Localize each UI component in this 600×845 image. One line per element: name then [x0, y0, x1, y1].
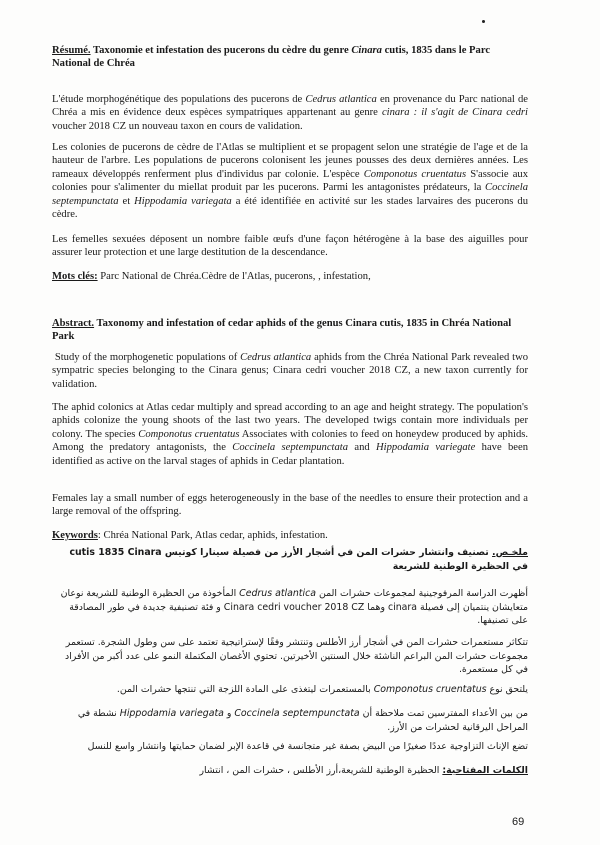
- arabic-heading: ملخـص. تصنيف وانتشار حشرات المن في أشجار الأرز من فصيلة سينارا كوتيس cutis 1835 Cinara في الحظيرة الوطنية للشريعة: [69, 547, 528, 572]
- abstract-paragraph-1: Study of the morphogenetic populations of Cedrus atlantica aphids from the Chréa National Park revealed two sympatric species belonging to the Cinara genus; Cinara cedri voucher 2018 CZ, a new taxon currently for validation.: [52, 352, 529, 390]
- arabic-paragraph-5: تضع الإناث التزاوجية عددًا صغيرًا من البيض بصفة غير متجانسة في قاعدة الإبر لضمان حمايتها وانتشار واسع للنسل: [87, 741, 528, 752]
- arabic-paragraph-1: أظهرت الدراسة المرفوجينية لمجموعات حشرات المن Cedrus atlantica المأخوذة من الحظيرة الوطنية للشريعة نوعان متعايشان ينتميان إلى فصيلة cinara وهما Cinara cedri voucher 2018 CZ و فئة تصنيفية جديدة في طور المصادقة على تصنيفها.: [60, 588, 528, 627]
- resume-paragraph-3: Les femelles sexuées déposent un nombre faible œufs d'une façon hétérogène à la base des aiguilles pour assurer leur protection et une large destitution de la descendance.: [52, 234, 528, 259]
- abstract-paragraph-2: The aphid colonics at Atlas cedar multiply and spread according to an age and height strategy. The population's aphids colonize the young shoots of the last two years. The developed twigs contain more individuals per colony. The species Componotus cruentatus Associates with colonies to feed on honeydew produced by aphids. Among the predatory antagonists, the Coccinela septempunctata and Hippodamia variegate have been identified as active on the larval stages of aphids in Cedar plantation.: [52, 402, 529, 467]
- resume-paragraph-1: L'étude morphogénétique des populations des pucerons de Cedrus atlantica en provenance du Parc national de Chréa a mis en évidence deux espèces sympatriques appartenant au genre cinara : il s'agit de Cinara cedri voucher 2018 CZ un nouveau taxon en cours de validation.: [52, 94, 529, 132]
- arabic-keywords: الكلمات المفتاحية: الحظيرة الوطنية للشريعة،أرز الأطلس ، حشرات المن ، انتشار: [199, 765, 528, 776]
- page-number: 69: [512, 816, 525, 828]
- keywords: Keywords: Chréa National Park, Atlas cedar, aphids, infestation.: [52, 530, 328, 541]
- mots-cles: Mots clés: Parc National de Chréa.Cèdre de l'Atlas, pucerons, , infestation,: [52, 271, 371, 282]
- resume-paragraph-2: Les colonies de pucerons de cèdre de l'Atlas se multiplient et se propagent selon une stratégie de l'age et de la hauteur de l'arbre. Les populations de pucerons colonisent les jeunes pousses des deux dernières années. Les rameaux développés renferment plus d'individus par colonie. L'espèce Componotus cruentatus S'associe aux colonies pour s'alimenter du miellat produit par les pucerons. Parmi les antagonistes prédateurs, la Coccinela septempunctata et Hippodamia variegata a été identifiée en activité sur les stades larvaires des pucerons du cèdre.: [52, 142, 529, 221]
- speck-mark: [482, 20, 485, 23]
- abstract-heading: Abstract. Taxonomy and infestation of cedar aphids of the genus Cinara cutis, 1835 in Chréa National Park: [52, 318, 512, 343]
- abstract-paragraph-3: Females lay a small number of eggs heterogeneously in the base of the needles to ensure their protection and a large removal of the offspring.: [52, 493, 528, 518]
- resume-heading: Résumé. Taxonomie et infestation des pucerons du cèdre du genre Cinara cutis, 1835 dans le Parc National de Chréa: [52, 45, 491, 70]
- arabic-paragraph-2: تتكاثر مستعمرات حشرات المن في أشجار أرز الأطلس وتنتشر وفقًا لإستراتيجية تعتمد على سن وطول الشجرة. تستعمر مجموعات حشرات المن البراعم الناشئة خلال السنتين الأخيرتين. تحتوي الأغصان المكتملة النمو على عدد أكبر من الأفراد في كل مستعمرة.: [65, 637, 528, 676]
- arabic-paragraph-3: يلتحق نوع Componotus cruentatus بالمستعمرات ليتغذى على المادة اللزجة التي تنتجها حشرات المن.: [116, 684, 528, 695]
- resume-label: Résumé.: [52, 45, 91, 56]
- arabic-paragraph-4: من بين الأعداء المفترسين تمت ملاحظة أن Coccinela septempunctata و Hippodamia variegata نشطة في المراحل اليرقانية لحشرات من الأرز.: [77, 708, 528, 733]
